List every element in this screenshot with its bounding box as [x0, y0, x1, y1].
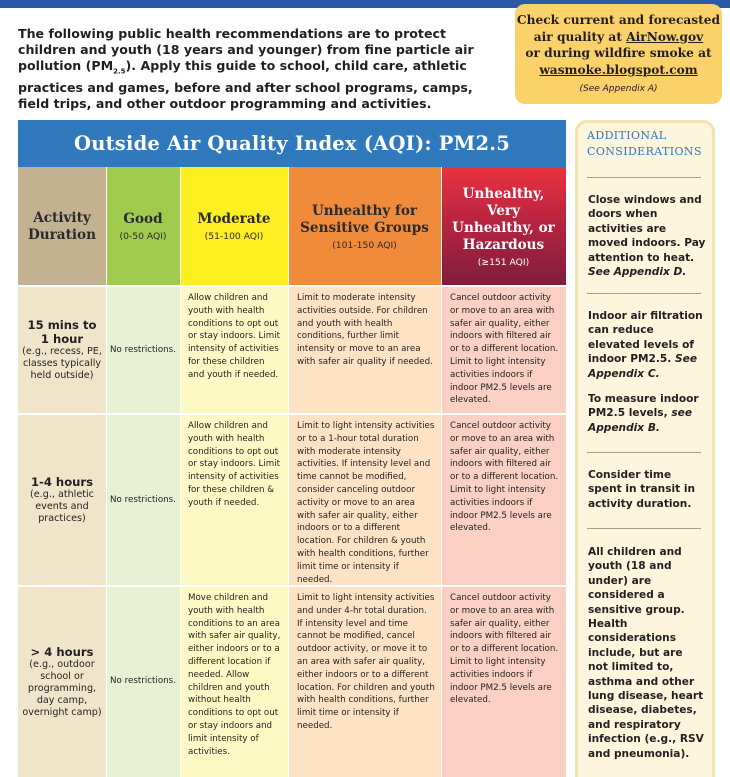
table-row-2-usg: Limit to light intensity activities or to a 1-hour total duration with moderate intensity activities. If intensity level and time cannot be modified, consider canceling outdoor activity or move to an area with safer air quality, either indoors or to a different location. For children & youth with health conditions, further limit time or intensity if needed.: [288, 414, 441, 586]
duration-examples: (e.g., outdoor school or programming, day camp, overnight camp): [22, 658, 102, 718]
sidebar-item-text: Close windows and doors when activities are moved indoors. Pay attention to heat.: [588, 194, 706, 264]
intro-paragraph: [18, 26, 508, 113]
table-title: Outside Air Quality Index (AQI): PM2.5: [18, 120, 566, 167]
column-sub-good: (0-50 AQI): [119, 231, 167, 242]
duration-title: 1-4 hours: [30, 475, 94, 489]
appendix-ref: See Appendix C.: [588, 353, 698, 380]
column-sub-moderate: (51-100 AQI): [204, 231, 264, 242]
sidebar-item-text: All children and youth (18 and under) are considered a sensitive group. Health considerations include, but are not limited to, asthma and other lung disease, heart disease, diabetes, and respiratory infection (e.g., RSV and pneumonia).: [588, 546, 704, 760]
callout-line-1: Check current and forecasted: [516, 13, 721, 27]
table-row-2-good: No restrictions.: [106, 414, 180, 586]
duration-title: > 4 hours: [30, 644, 94, 659]
sidebar-item-transit: [588, 468, 706, 511]
table-row-3-good: No restrictions.: [106, 586, 180, 777]
table-row-3-moderate: Move children and youth with health conditions to an area with safer air quality, either indoors or to a different location if needed. Allow children and youth without health conditions to opt out or stay indoors and limit intensity of activities.: [180, 586, 288, 777]
column-divider: [441, 167, 442, 777]
intro-text-continued: ). Apply this guide to school, child care, athletic practices and games, before and after school programs, camps, field trips, and other outdoor programming and activities.: [18, 58, 473, 112]
sidebar-item-filtration: [588, 309, 706, 381]
duration-examples: (e.g., athletic events and practices): [30, 489, 94, 524]
airnow-link[interactable]: AirNow.gov: [626, 29, 704, 44]
sidebar-divider: [587, 452, 701, 453]
sidebar-item-text: To measure indoor PM2.5 levels,: [588, 393, 699, 420]
column-title-unhealthy: Unhealthy, Very Unhealthy, or Hazardous: [452, 185, 555, 253]
table-row-2-duration: [18, 414, 106, 586]
sidebar-divider: [587, 528, 701, 529]
table-row-1-usg: Limit to moderate intensity activities outside. For children and youth with health conditions, further limit intensity or move to an area with safer air quality if needed.: [288, 286, 441, 414]
table-row-3-duration: [18, 586, 106, 777]
duration-examples: (e.g., recess, PE, classes typically held outside): [22, 346, 102, 381]
column-header-unhealthy: [441, 167, 566, 286]
row-divider: [18, 413, 566, 415]
sidebar-item-measure: [588, 392, 706, 435]
appendix-ref: See Appendix D.: [588, 266, 687, 279]
callout-line-2: [515, 29, 722, 46]
wasmoke-link[interactable]: wasmoke.blogspot.com: [539, 62, 698, 77]
table-row-2-unhealthy: Cancel outdoor activity or move to an area with safer air quality, either indoors with filtered air or to a different location. Limit to light intensity activities indoors if indoor PM2.5 levels are elevated.: [441, 414, 566, 586]
table-row-1-duration: [18, 286, 106, 414]
column-header-good: [106, 167, 180, 286]
column-divider: [180, 167, 181, 777]
table-row-1-good: No restrictions.: [106, 286, 180, 414]
callout-line-2-prefix: air quality at: [533, 29, 627, 44]
row-divider: [18, 585, 566, 587]
column-title-duration: Activity Duration: [27, 209, 97, 243]
row-divider: [18, 285, 566, 287]
appendix-ref: see Appendix B.: [588, 407, 693, 434]
table-row-3-unhealthy: Cancel outdoor activity or move to an area with safer air quality, either indoors with filtered air or to a different location. Limit to light intensity activities indoors if indoor PM2.5 levels are elevated.: [441, 586, 566, 777]
column-title-good: Good: [123, 211, 163, 227]
column-sub-unhealthy: (≥151 AQI): [477, 256, 530, 268]
sidebar-item-sensitive-group: [588, 545, 706, 761]
sidebar-item-ventilation: [588, 193, 706, 279]
table-row-3-usg: Limit to light intensity activities and under 4-hr total duration. If intensity level and time cannot be modified, cancel outdoor activity, or move it to an area with safer air quality, either indoors or to a different location. For children and youth with health conditions, further limit time or intensity if needed.: [288, 586, 441, 777]
sidebar-divider: [587, 177, 701, 178]
column-title-moderate: Moderate: [197, 211, 271, 227]
column-title-usg: Unhealthy for Sensitive Groups: [300, 202, 429, 236]
sidebar-item-text: Indoor air filtration can reduce elevated levels of indoor PM2.5.: [588, 310, 703, 366]
table-row-1-unhealthy: Cancel outdoor activity or move to an area with safer air quality, either indoors with filtered air or to a different location. Limit to light intensity activities indoors if indoor PM2.5 levels are elevated.: [441, 286, 566, 414]
column-header-moderate: [180, 167, 288, 286]
sidebar-heading: ADDITIONAL CONSIDERATIONS: [587, 129, 702, 158]
intro-text: The following public health recommendations are to protect children and youth (18 years and younger) from fine particle air pollution (PM: [18, 26, 474, 74]
callout-line-3: or during wildfire smoke at: [525, 46, 712, 60]
column-divider: [106, 167, 107, 777]
sidebar-divider: [587, 293, 701, 294]
column-divider: [288, 167, 289, 777]
pm-subscript: 2.5: [113, 67, 126, 76]
table-row-1-moderate: Allow children and youth with health conditions to opt out or stay indoors. Limit intensity of activities for these children and youth if needed.: [180, 286, 288, 414]
sidebar-item-text: Consider time spent in transit in activity duration.: [588, 469, 696, 510]
duration-title: 15 mins to 1 hour: [27, 318, 97, 346]
callout-appendix-note: (See Appendix A): [579, 84, 658, 94]
table-row-2-moderate: Allow children and youth with health conditions to opt out or stay indoors. Limit intensity of activities for these children & youth if needed.: [180, 414, 288, 586]
column-header-duration: [18, 167, 106, 286]
column-header-usg: [288, 167, 441, 286]
column-sub-usg: (101-150 AQI): [332, 239, 397, 251]
airnow-callout: [515, 4, 722, 104]
